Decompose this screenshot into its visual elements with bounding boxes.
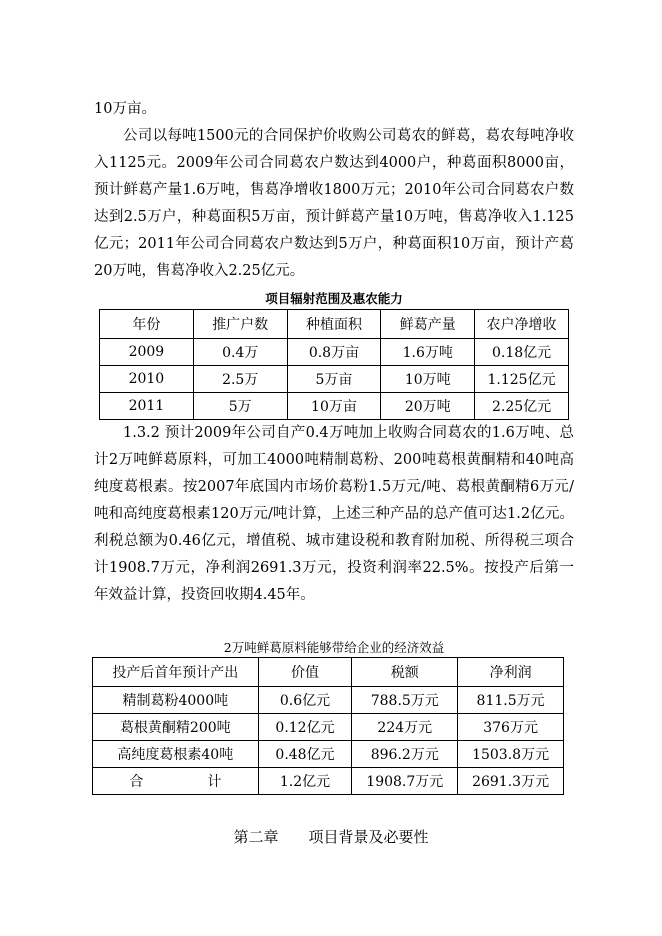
table-cell: 0.8万亩 (287, 339, 381, 366)
table-cell: 高纯度葛根素40吨 (93, 741, 259, 768)
header-cell: 投产后首年预计产出 (93, 658, 259, 687)
table-cell: 1.2亿元 (258, 768, 352, 795)
table-cell: 376万元 (458, 714, 564, 741)
table-cell: 0.6亿元 (258, 687, 352, 714)
chapter-title: 项目背景及必要性 (308, 828, 429, 846)
table-cell: 2691.3万元 (458, 768, 564, 795)
table-cell: 0.12亿元 (258, 714, 352, 741)
table-cell: 5万亩 (287, 366, 381, 393)
table-radiation-range (99, 309, 569, 420)
table-cell: 0.4万 (193, 339, 287, 366)
table-cell: 5万 (193, 393, 287, 420)
table-row (100, 366, 569, 393)
table-cell: 811.5万元 (458, 687, 564, 714)
table-cell: 896.2万元 (352, 741, 458, 768)
table-cell: 0.48亿元 (258, 741, 352, 768)
table-cell: 1.125亿元 (475, 366, 569, 393)
header-cell: 税额 (352, 658, 458, 687)
table-row (100, 393, 569, 420)
header-cell: 净利润 (458, 658, 564, 687)
table1-caption: 项目辐射范围及惠农能力 (265, 291, 403, 306)
table-cell: 1.6万吨 (381, 339, 475, 366)
paragraph-continuation: 10万亩。 (94, 101, 156, 117)
header-cell: 价值 (258, 658, 352, 687)
chapter-number: 第二章 (233, 828, 279, 846)
header-cell: 鲜葛产量 (381, 310, 475, 339)
table-cell: 1908.7万元 (352, 768, 458, 795)
header-cell: 年份 (100, 310, 194, 339)
table-cell: 10万吨 (381, 366, 475, 393)
table-cell: 788.5万元 (352, 687, 458, 714)
table-cell: 2.25亿元 (475, 393, 569, 420)
table-cell: 20万吨 (381, 393, 475, 420)
total-label-cell (93, 768, 259, 795)
table-row (93, 741, 564, 768)
table-cell: 2010 (100, 366, 194, 393)
header-cell: 推广户数 (193, 310, 287, 339)
table-row (93, 687, 564, 714)
table-cell: 2011 (100, 393, 194, 420)
chapter-heading (0, 826, 662, 847)
table2-caption: 2万吨鲜葛原料能够带给企业的经济效益 (223, 640, 445, 655)
table-cell: 2.5万 (193, 366, 287, 393)
table-economic-benefit (92, 657, 564, 795)
table-cell: 1503.8万元 (458, 741, 564, 768)
table-total-row (93, 768, 564, 795)
table-cell: 0.18亿元 (475, 339, 569, 366)
total-label-right: 计 (207, 774, 222, 790)
table-row (100, 339, 569, 366)
table-row (93, 714, 564, 741)
table-cell: 葛根黄酮精200吨 (93, 714, 259, 741)
table-header-row (100, 310, 569, 339)
table-cell: 精制葛粉4000吨 (93, 687, 259, 714)
paragraph-contract-purchase: 公司以每吨1500元的合同保护价收购公司葛农的鲜葛，葛农每吨净收入1125元。2009年公司合同葛农户数达到4000户，种葛面积8000亩，预计鲜葛产量1.6万吨，售葛净增收1800万元；2010年公司合同葛农户数达到2.5万户，种葛面积5万亩，预计鲜葛产量10万吨，售葛净收入1.125亿元；2011年公司合同葛农户数达到5万户，种葛面积10万亩，预计产葛20万吨，售葛净收入2.25亿元。 (94, 128, 574, 279)
table-header-row (93, 658, 564, 687)
paragraph-economic-benefit: 1.3.2 预计2009年公司自产0.4万吨加上收购合同葛农的1.6万吨、总计2万吨鲜葛原料，可加工4000吨精制葛粉、200吨葛根黄酮精和40吨高纯度葛根素。按2007年底国内市场价葛粉1.5万元/吨、葛根黄酮精6万元/吨和高纯度葛根素120万元/吨计算，上述三种产品的总产值可达1.2亿元。利税总额为0.46亿元，增值税、城市建设税和教育附加税、所得税三项合计1908.7万元，净利润2691.3万元，投资利润率22.5%。按投产后第一年效益计算，投资回收期4.45年。 (94, 425, 574, 603)
table-cell: 10万亩 (287, 393, 381, 420)
header-cell: 种植面积 (287, 310, 381, 339)
table-cell: 2009 (100, 339, 194, 366)
table-cell: 224万元 (352, 714, 458, 741)
header-cell: 农户净增收 (475, 310, 569, 339)
total-label-left: 合 (129, 774, 144, 790)
